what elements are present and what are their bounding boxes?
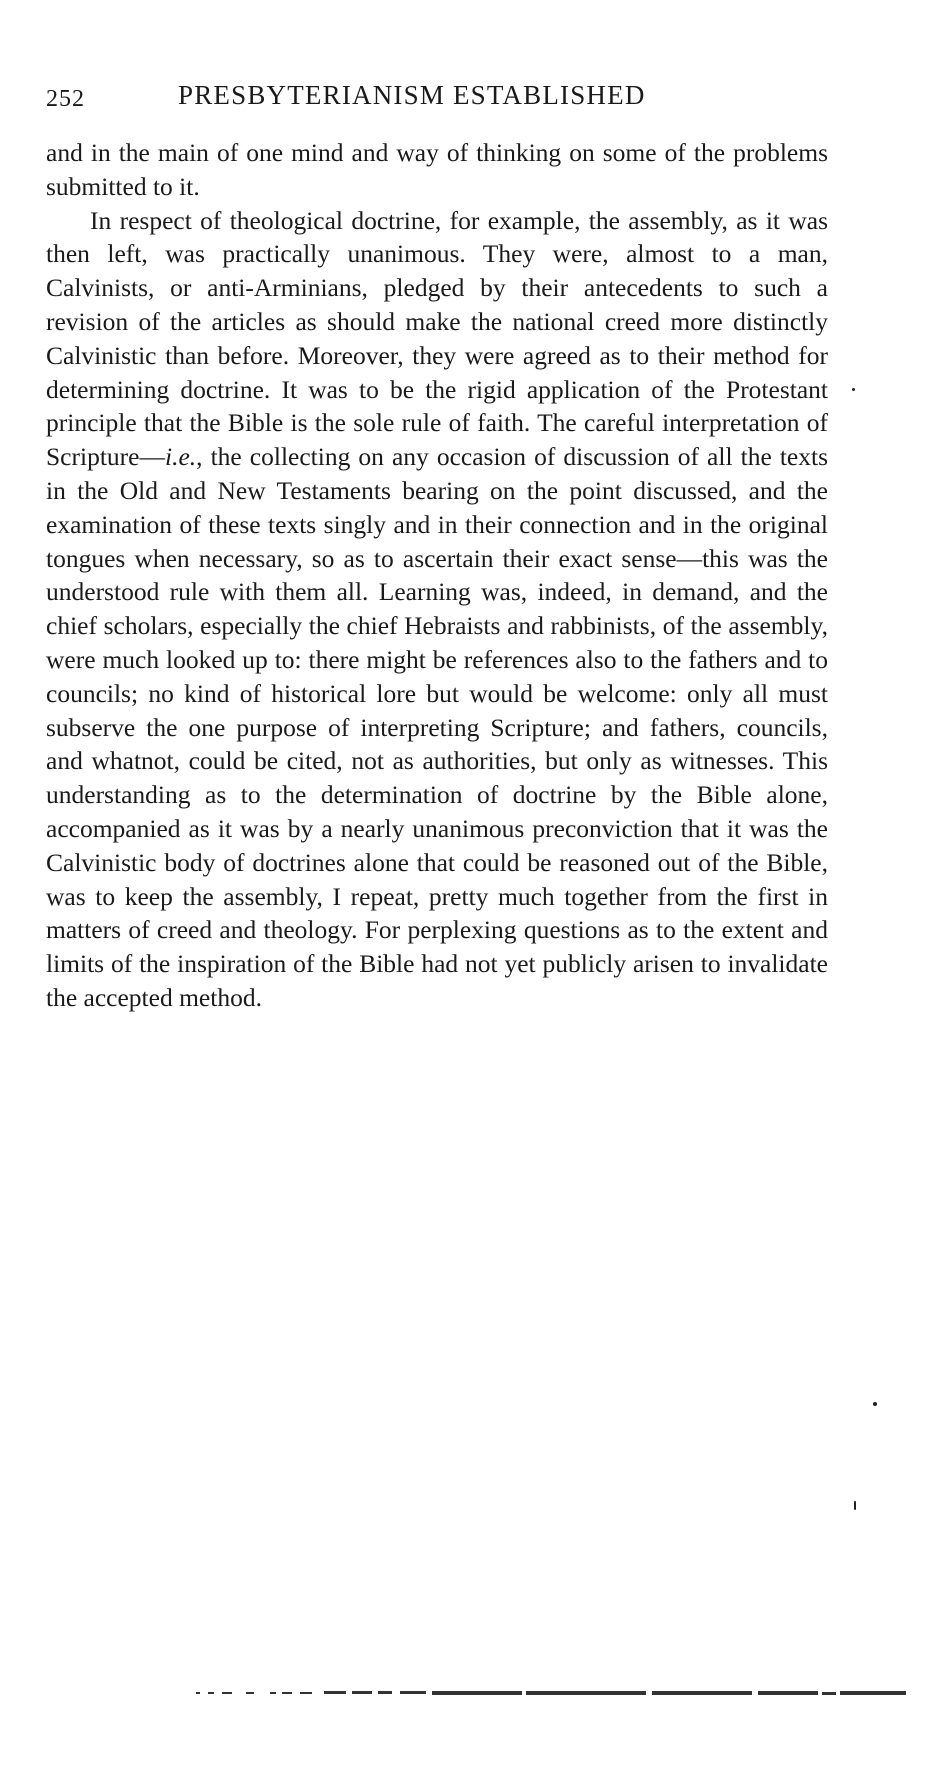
paragraph-continued: and in the main of one mind and way of thinking on some of the problems submitted to it. bbox=[46, 138, 828, 201]
paragraph-text: In respect of theological doctrine, for example, the assembly, as it was then left, was practically unanimous. They were, almost to a man, Calvinists, or anti-Arminians, pledged by their antecedents to such a revision of the articles as should make the national creed more distinctly Calvinistic than before. Moreover, they were agreed as to their method for determining doctrine. It was to be the rigid application of the Protestant principle that the Bible is the sole rule of faith. The careful interpretation of Scripture— bbox=[46, 205, 828, 472]
paragraph-text: , the collecting on any occasion of discussion of all the texts in the Old and New Testaments bearing on the point discussed, and the examination of these texts singly and in their connection and in the original tongues when necessary, so as to ascertain their exact sense—this was the understood rule with them all. Learning was, indeed, in demand, and the chief scholars, especially the chief Hebraists and rabbinists, of the assembly, were much looked up to: there might be references also to the fathers and to councils; no kind of historical lore but would be welcome: only all must subserve the one purpose of interpreting Scripture; and fathers, councils, and whatnot, could be cited, not as authorities, but only as witnesses. This understanding as to the determination of doctrine by the Bible alone, accompanied as it was by a nearly unanimous preconviction that it was the Calvinistic body of doctrines alone that could be reasoned out of the Bible, was to keep the assembly, I repeat, pretty much together from the first in matters of creed and theology. For perplexing questions as to the extent and limits of the inspiration of the Bible had not yet publicly arisen to invalidate the accepted method. bbox=[46, 442, 828, 1012]
scan-speck bbox=[873, 1402, 877, 1406]
italic-abbreviation: i.e. bbox=[164, 442, 197, 472]
body-text bbox=[46, 136, 828, 1015]
running-head bbox=[46, 80, 828, 116]
page-number: 252 bbox=[46, 86, 85, 112]
scan-speck bbox=[852, 388, 855, 391]
paragraph-doctrine bbox=[46, 204, 828, 1015]
scan-speck bbox=[854, 1501, 856, 1510]
running-title: PRESBYTERIANISM ESTABLISHED bbox=[178, 80, 646, 110]
scan-edge-artifact bbox=[196, 1690, 906, 1696]
